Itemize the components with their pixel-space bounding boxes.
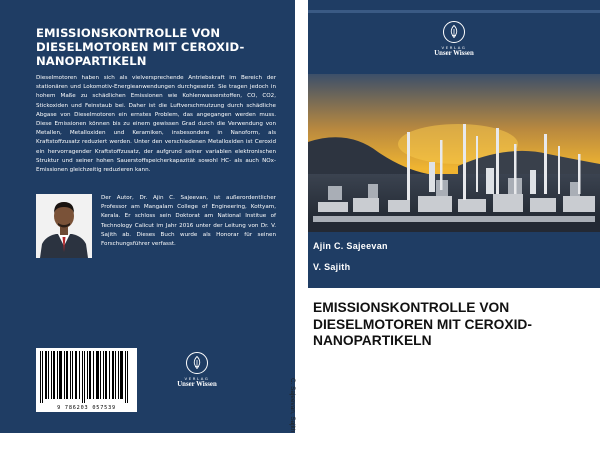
author-bio: Der Autor, Dr. Ajin C. Sajeevan, ist außerordentlicher Professor am Mangalam College of Engineering, Kottyam, Kerala. Er schloss sein Doktorat am National Institue of Technology Calicut im Jahr 2016 unter der Leitung von Dr. V. Sajith ab. Dieses Buch wurde als Honorar für seinen Forschungsführer verfasst. (101, 195, 276, 248)
publisher-name: Unser Wissen (177, 381, 217, 388)
front-title-line: DIESELMOTOREN MIT CEROXID- (313, 316, 532, 332)
publisher-logo-back (167, 352, 227, 388)
barcode-number: 9 786203 057539 (57, 405, 116, 411)
header-stripe (308, 10, 600, 13)
author-name: V. Sajith (313, 262, 351, 272)
back-title-line: DIESELMOTOREN MIT CEROXID- (36, 40, 245, 54)
book-spine (295, 0, 308, 433)
front-cover-title (313, 300, 595, 350)
back-title-line: NANOPARTIKELN (36, 54, 147, 68)
author-photo (36, 194, 92, 258)
refinery-sunset-image (308, 74, 600, 232)
isbn-barcode (36, 348, 137, 412)
back-title-line: EMISSIONSKONTROLLE VON (36, 26, 221, 40)
book-description: Dieselmotoren haben sich als vielversprechende Antriebskraft im Bereich der stationären und Lokomotiv-Energieanwendungen durchgesetzt. Sie tragen jedoch in hohem Maße zu schädlichen Emissionen wie Kohlenwasserstoffen, CO, CO2, Stickoxiden und Feinstaub bei. Daher ist die Luftverschmutzung durch schädliche Abgase von Dieselmotoren ein ernstes Problem, das angegangen werden muss. Diese Emissionen können bis zu einem gewissen Grad durch die Verwendung von Metallen, Metalloxiden und Keramiken, insbesondere in Nanoform, als Kraftstoffzusatz reduziert werden. Unter den verschiedenen Metalloxiden ist Ceroxid ein hervorragender Kraftstoffzusatz, der aufgrund seiner variablen elektronischen Struktur und seiner hohen Sauerstoffspeicherkapazität sowohl HC- als auch NOx-Emissionen gleichzeitig reduzieren kann. (36, 75, 276, 174)
back-cover-title (36, 26, 276, 68)
authors-band (308, 232, 600, 288)
front-title-line: NANOPARTIKELN (313, 333, 432, 349)
publisher-verlag: VERLAG (184, 376, 210, 381)
back-cover (0, 0, 295, 433)
publisher-emblem-icon (443, 21, 465, 43)
front-title-line: EMISSIONSKONTROLLE VON (313, 300, 510, 315)
front-cover (308, 0, 600, 433)
publisher-name: Unser Wissen (434, 50, 474, 57)
spine-authors: C. Sajeevan, Sajith (289, 378, 296, 433)
publisher-verlag: VERLAG (441, 45, 467, 50)
publisher-logo-front (420, 21, 488, 57)
publisher-emblem-icon (186, 352, 208, 374)
author-name: Ajin C. Sajeevan (313, 241, 388, 251)
front-header (308, 0, 600, 74)
